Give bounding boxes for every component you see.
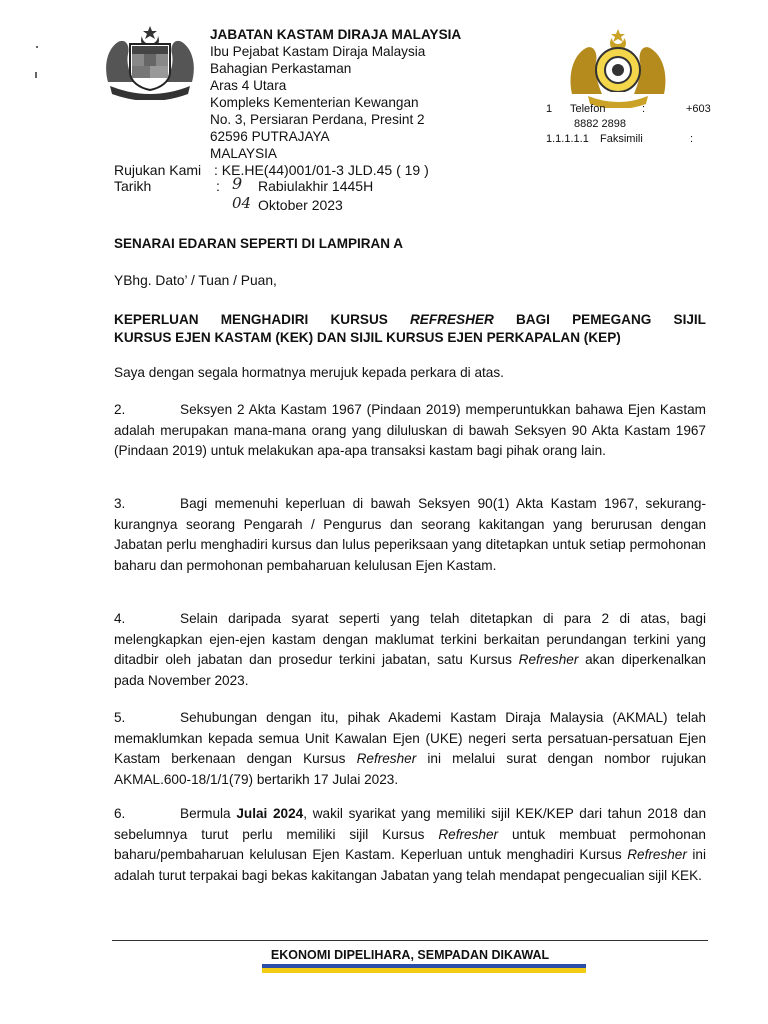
scan-speck: [35, 72, 37, 78]
hijri-day-handwritten: 9: [232, 174, 243, 193]
address-line: No. 3, Persiaran Perdana, Presint 2: [210, 112, 425, 127]
paragraph-italic: Refresher: [356, 751, 417, 766]
subject-text: BAGI PEMEGANG SIJIL: [493, 312, 706, 327]
organization-name: JABATAN KASTAM DIRAJA MALAYSIA: [210, 27, 462, 42]
paragraph-5: [114, 708, 706, 790]
malaysia-coat-of-arms-icon: [100, 24, 200, 100]
address-line: Kompleks Kementerian Kewangan: [210, 95, 419, 110]
paragraph-number: 6.: [114, 806, 126, 821]
footer-motto: EKONOMI DIPELIHARA, SEMPADAN DIKAWAL: [270, 948, 550, 962]
gregorian-day-handwritten: 04: [232, 194, 252, 212]
reference-label: Rujukan Kami: [114, 162, 202, 178]
address-line: Aras 4 Utara: [210, 78, 287, 93]
telephone-number: 8882 2898: [574, 118, 626, 130]
paragraph-bold: Julai 2024: [236, 806, 304, 821]
paragraph-2: [114, 400, 706, 462]
gregorian-date: Oktober 2023: [258, 197, 343, 213]
paragraph-6: [114, 804, 706, 886]
scan-speck: [36, 46, 38, 48]
paragraph-text: ini melalui surat dengan nombor rujukan AKMAL.600-18/1/1(79) bertarikh 17 Julai 2023.: [114, 751, 706, 787]
paragraph-text: Sehubungan dengan itu, pihak Akademi Kastam Diraja Malaysia (AKMAL) telah memaklumkan kepada semua Unit Kawalan Ejen (UKE) negeri serta persatuan-persatuan Ejen Kastam berkenaan dengan Kursus: [114, 710, 706, 766]
paragraph-text: untuk membuat permohonan baharu/pembaharuan kelulusan Ejen Kastam. Keperluan untuk menghadiri Kursus: [114, 826, 706, 862]
paragraph-text: ini adalah turut terpakai bagi bekas kakitangan Jabatan yang telah mendapat pengecualian sijil KEK.: [114, 847, 706, 883]
date-label: Tarikh: [114, 178, 152, 194]
paragraph-3: [114, 494, 706, 576]
telephone-colon: :: [642, 103, 646, 115]
address-line: 62596 PUTRAJAYA: [210, 129, 330, 144]
paragraph-text: akan diperkenalkan pada November 2023.: [114, 652, 706, 688]
paragraph-number: 2.: [114, 402, 126, 417]
footer-stripe-yellow: [262, 968, 586, 973]
paragraph-4: [114, 609, 706, 691]
paragraph-italic: Refresher: [518, 652, 579, 667]
address-line: Ibu Pejabat Kastam Diraja Malaysia: [210, 44, 426, 59]
intro-paragraph: Saya dengan segala hormatnya merujuk kepada perkara di atas.: [114, 365, 504, 380]
recipient-heading: SENARAI EDARAN SEPERTI DI LAMPIRAN A: [114, 236, 404, 251]
fax-label: Faksimili: [600, 133, 643, 145]
subject-text: KEPERLUAN MENGHADIRI KURSUS: [114, 312, 410, 327]
paragraph-number: 4.: [114, 611, 126, 626]
salutation: YBhg. Dato’ / Tuan / Puan,: [114, 273, 277, 288]
paragraph-text: Seksyen 2 Akta Kastam 1967 (Pindaan 2019) memperuntukkan bahawa Ejen Kastam adalah merupakan mana-mana orang yang diluluskan di bawah Seksyen 90 Akta Kastam 1967 (Pindaan 2019) untuk melakukan apa-apa transaksi kastam bagi pihak orang lain.: [114, 402, 706, 458]
paragraph-number: 3.: [114, 496, 126, 511]
paragraph-text: Bermula: [180, 806, 237, 821]
reference-value: : KE.HE(44)001/01-3 JLD.45 ( 19 ): [214, 162, 429, 178]
footer-divider: [112, 940, 708, 941]
address-line: Bahagian Perkastaman: [210, 61, 352, 76]
kastam-crest-icon: [566, 28, 670, 108]
paragraph-text: Selain daripada syarat seperti yang telah ditetapkan di para 2 di atas, bagi melengkapkan ejen-ejen kastam dengan maklumat terkini berkaitan perundangan terkini yang ditadbir oleh jabatan dan prosedur terkini jabatan, satu Kursus: [114, 611, 706, 667]
telephone-prefix: +603: [686, 103, 711, 115]
hijri-date: Rabiulakhir 1445H: [258, 178, 374, 194]
telephone-label: Telefon: [570, 103, 606, 115]
paragraph-text: Bagi memenuhi keperluan di bawah Seksyen 90(1) Akta Kastam 1967, sekurang-kurangnya seorang Pengarah / Pengurus dan seorang kakitangan yang berurusan dengan Jabatan perlu menghadiri kursus dan lulus peperiksaan yang ditetapkan untuk setiap permohonan baharu dan permohonan pembaharuan kelulusan Ejen Kastam.: [114, 496, 706, 573]
address-line: MALAYSIA: [210, 146, 277, 161]
date-colon: :: [216, 178, 220, 194]
fax-index: 1.1.1.1.1: [546, 133, 589, 145]
paragraph-number: 5.: [114, 710, 126, 725]
paragraph-text: , wakil syarikat yang memiliki sijil KEK/KEP dari tahun 2018 dan sebelumnya turut perlu memiliki sijil Kursus: [114, 806, 707, 842]
subject-line-1: [114, 311, 706, 329]
fax-colon: :: [690, 133, 694, 145]
paragraph-italic: Refresher: [438, 826, 499, 842]
telephone-index: 1: [546, 103, 553, 115]
paragraph-italic: Refresher: [627, 847, 687, 862]
subject-line-2: KURSUS EJEN KASTAM (KEK) DAN SIJIL KURSUS EJEN PERKAPALAN (KEP): [114, 330, 621, 345]
subject-italic: REFRESHER: [409, 312, 494, 327]
